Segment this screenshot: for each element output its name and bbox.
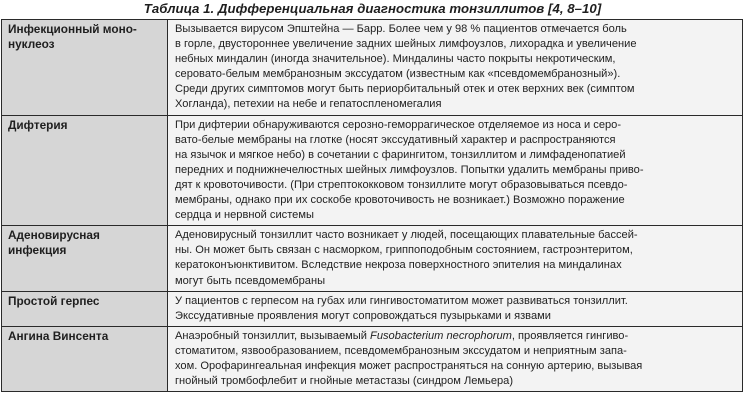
disease-name-cell <box>2 20 168 116</box>
disease-name-line: Аденовирусная <box>8 228 100 243</box>
description-line: Среди других симптомов могут быть периорбитальный отек и отек верхних век (симптом <box>175 83 635 96</box>
disease-name-cell <box>2 326 168 391</box>
description-text: Анаэробный тонзиллит, вызываемый <box>175 329 371 342</box>
description-line: гнойный тромбофлебит и гнойные метастазы (синдром Лемьера) <box>175 375 514 388</box>
table-row <box>2 115 743 226</box>
disease-name-cell <box>2 115 168 226</box>
description-line: хом. Орофарингеальная инфекция может распространяться на сонную артерию, вызывая <box>175 359 643 372</box>
disease-name-line: Инфекционный моно- <box>8 22 137 36</box>
table-row <box>2 326 743 391</box>
description-line: небных миндалин (иногда значительное). Миндалины часто покрыты некротическим, <box>175 53 616 66</box>
description-line: стоматитом, язвообразованием, псевдомембранозным экссудатом и неприятным запа- <box>175 344 627 357</box>
description-line: Экссудативные проявления могут сопровождаться пузырьками и язвами <box>175 309 551 322</box>
disease-name-line: нуклеоз <box>8 37 55 52</box>
description-line: серовато-белым мембранозным экссудатом (известным как «псевдомембранозный»). <box>175 68 621 81</box>
disease-name-line: Дифтерия <box>8 117 68 132</box>
description-text: , проявляется гингиво- <box>511 329 629 342</box>
disease-name-line: инфекция <box>8 243 67 258</box>
description-line: передних и поднижнечелюстных шейных лимфоузлов. Попытки удалить мембраны приво- <box>175 163 644 176</box>
description-cell <box>168 115 743 226</box>
table-row <box>2 20 743 116</box>
description-line: могут быть псевдомембраны <box>175 274 326 287</box>
description-cell <box>168 20 743 116</box>
description-line: вато-белые мембраны на глотке (носят экссудативный характер и распространяются <box>175 133 616 146</box>
description-line: Хогланда), петехии на небе и гепатоспленомегалия <box>175 98 442 111</box>
description-line: Аденовирусный тонзиллит часто возникает у людей, посещающих плавательные бассей- <box>175 229 638 242</box>
table-title: Таблица 1. Дифференциальная диагностика тонзиллитов [4, 8–10] <box>143 1 602 16</box>
description-cell <box>168 326 743 391</box>
description-cell <box>168 226 743 291</box>
disease-name-line: Простой герпес <box>8 293 100 308</box>
description-line: на язычок и мягкое небо) в сочетании с фарингитом, тонзиллитом и лимфаденопатией <box>175 148 626 161</box>
description-line: ны. Он может быть связан с насморком, гриппоподобным состоянием, гастроэнтеритом, <box>175 244 633 257</box>
disease-name-cell <box>2 226 168 291</box>
description-line: Вызывается вирусом Эпштейна — Барр. Более чем у 98 % пациентов отмечается боль <box>175 23 627 35</box>
disease-name-cell <box>2 291 168 326</box>
pathogen-name: Fusobacterium necrophorum <box>370 329 512 342</box>
disease-name-line: Ангина Винсента <box>8 328 109 343</box>
description-line <box>175 329 738 344</box>
description-line: мембраны, однако при их соскобе кровоточивость не возникает.) Возможно поражение <box>175 194 625 207</box>
description-line: При дифтерии обнаруживаются серозно-геморрагическое отделяемое из носа и серо- <box>175 118 622 131</box>
description-line: У пациентов с герпесом на губах или гингивостоматитом может развиваться тонзиллит. <box>175 294 628 307</box>
description-cell <box>168 291 743 326</box>
table-row <box>2 226 743 291</box>
description-line: в горле, двустороннее увеличение задних шейных лимфоузлов, лихорадка и увеличение <box>175 38 637 51</box>
table-row <box>2 291 743 326</box>
description-line: кератоконъюнктивитом. Вследствие некроза поверхностного эпителия на миндалинах <box>175 259 622 272</box>
differential-diagnosis-table <box>1 19 743 392</box>
description-line: сердца и нервной системы <box>175 209 314 222</box>
description-line: дят к кровоточивости. (При стрептококковом тонзиллите могут образовываться псевдо- <box>175 178 628 191</box>
